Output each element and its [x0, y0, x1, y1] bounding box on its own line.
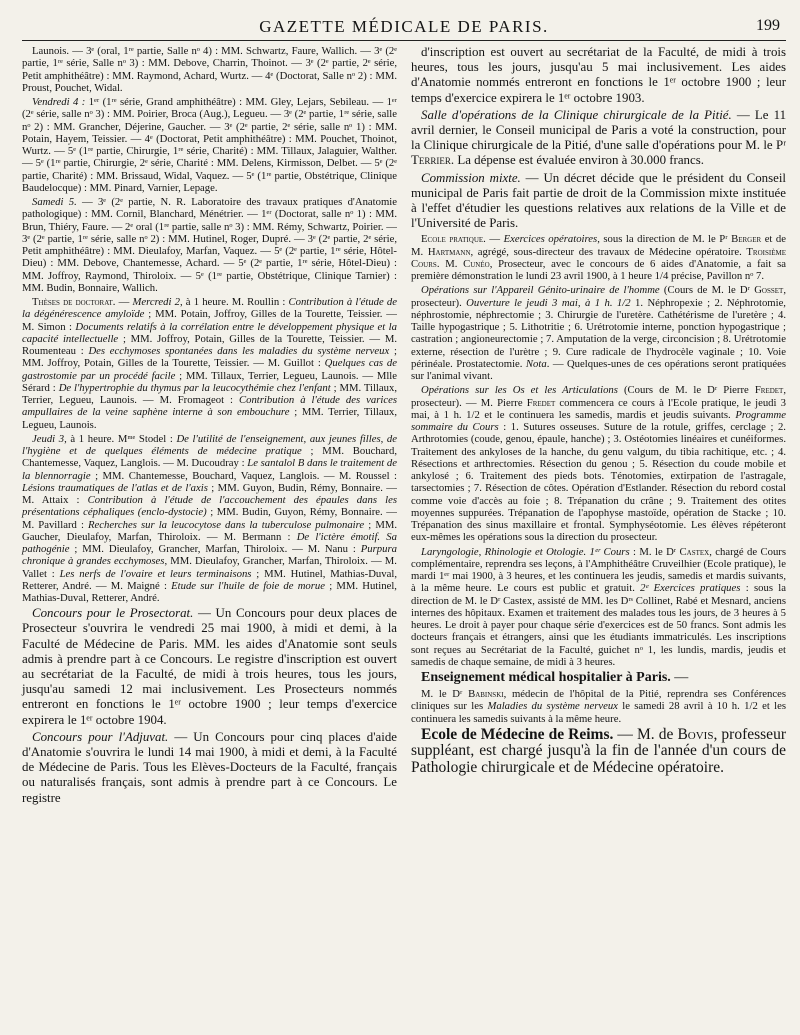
text-run: , MM. Dieulafoy, Grancher, Marfan, Thiroloix. — M. Vallet :: [22, 555, 397, 580]
paragraph: [411, 688, 786, 725]
text-run: Troisième Cours: [411, 245, 786, 270]
text-run: ; MM. Chantemesse, Bouchard, Vaquez, Langlois. — M. Roussel :: [90, 469, 397, 482]
text-run: Ouverture le jeudi 3 mai, à 1 h. 1/2: [466, 296, 631, 309]
text-run: — Un décret décide que le président du Conseil municipal de Paris fait partie de droit de la Commission mixte instituée à l'effet d'étudier les questions relatives aux relations de la Ville et de l'Université de Paris.: [411, 170, 786, 231]
text-run: Quelques cas de gastrostomie par un procédé facile: [22, 357, 398, 382]
text-run: Bovis: [677, 725, 714, 743]
text-run: De l'hypertrophie du thymus par la leucocythémie chez l'enfant: [58, 381, 331, 394]
text-run: Fredet: [754, 384, 784, 397]
text-run: Samedi 5.: [32, 196, 83, 208]
text-run: commencera ce cours à l'Ecole pratique, le jeudi 3 mai, à 1 h. 1/2 et le continuera les samedis, mardis et jeudis suivants.: [411, 396, 787, 421]
text-run: ; MM. Hutinel, Mathias-Duval, Retterer, André.: [22, 579, 397, 604]
text-run: — Un Concours pour deux places de Prosecteur s'ouvrira le vendredi 25 mai 1900, à midi et demi, à la Faculté de Médecine de Paris. MM. les aides d'Anatomie sont seuls admis à prendre part à ce Concours. Le registre d'inscription est ouvert au secrétariat de la Faculté, de midi à trois heures, tous les jours, jusqu'au samedi 12 mai inclusivement. Les Prosecteurs nommés entreront en fonctions le 1ᵉʳ octobre 1900 ; leur temps d'exercice expirera le 1ᵉʳ octobre 1904.: [22, 606, 398, 727]
text-run: Contribution à l'étude de l'accouchement des épaules dans les présentations céphaliques (enclo-dystocie): [22, 494, 397, 519]
text-run: — M. de: [613, 725, 678, 743]
text-run: ; MM. Guyon, Budin, Rémy, Bonnaire. — M. Attaix :: [22, 481, 397, 506]
text-run: Launois. — 3ᵉ (oral, 1ʳᵉ partie, Salle nᵒ 4) : MM. Schwartz, Faure, Wallich. — 3ᵉ (2ᵉ partie, 1ʳᵉ série, Salle nᵒ 3) : MM. Debove, Charrin, Thoinot. — 3ᵉ (2ᵉ partie, 2ᵉ série, Petit amphithéâtre) : MM. Raymond, Achard, Wurtz. — 4ᵉ (Doctorat, Salle nᵒ 2) : MM. Proust, Pouchet, Widal.: [22, 45, 397, 94]
text-run: , agrégé, sous-directeur des travaux de Médecine opératoire.: [470, 245, 747, 258]
text-run: Babinski: [468, 688, 504, 701]
text-run: Des ecchymoses spontanées dans les maladies du système nerveux: [88, 345, 390, 357]
text-run: , Prosecteur, avec le concours de 6 aides d'Anatomie, a fait sa première démonstration le lundi 23 avril 1900, à 1 heure 1/4 précise, Pavillon nᵒ 7.: [411, 257, 786, 283]
paragraph: [411, 284, 786, 382]
paragraph: [411, 233, 786, 282]
paragraph: [411, 108, 786, 169]
text-run: . La dépense est évaluée environ à 30.000 francs.: [450, 153, 704, 168]
text-run: , prosecteur).: [411, 284, 786, 309]
text-run: le samedi 28 avril à 10 h. 1/2 et les continuera les samedis suivants à la même heure.: [411, 700, 786, 725]
text-run: et de M.: [411, 233, 787, 258]
text-run: Maladies du système nerveux: [487, 700, 618, 713]
text-run: : M. le Dʳ: [629, 545, 680, 558]
page-number: 199: [756, 17, 780, 34]
text-run: Opérations sur les Os et les Articulations: [421, 384, 618, 397]
two-column-body: [22, 45, 786, 808]
text-run: : sous la direction de M. le Dʳ Castex, assisté de MM. les Dʳˢ Collinet, Rabé et Mesnard, anciens internes des hôpitaux. Examen et traitement des malades tous les jours, de 3 heures à 5 heures. Le droit à payer pour chaque série d'exercices est de 50 francs. Sont admis les docteurs français et étrangers, ainsi que les étudiants immatriculés. Les inscriptions sont reçues au Secrétariat de la Faculté, guichet nᵒ 1, les lundis, mardis, jeudis et samedis de chaque semaine, de midi à 3 heures.: [411, 582, 786, 668]
text-run: Recherches sur la leucocytose dans la tuberculose pulmonaire: [88, 518, 365, 531]
paragraph: [22, 196, 397, 294]
text-run: ; MM. Joffroy, Potain, Gilles de la Tourette, Teissier. — M. Guillot :: [22, 345, 397, 370]
paragraph: [22, 296, 397, 431]
text-run: Concours pour l'Adjuvat.: [32, 729, 175, 744]
text-run: ; MM. Bouchard, Chantemesse, Vaquez, Langlois. — M. Ducoudray :: [22, 445, 397, 470]
text-run: Fredet: [526, 396, 556, 409]
text-run: 1ᵉʳ (1ʳᵉ série, Grand amphithéâtre) : MM. Gley, Lejars, Sebileau. — 1ᵉʳ (2ᵉ série, salle nᵒ 3) : MM. Poirier, Broca (Aug.), Legueu. — 3ᵉ (2ᵉ partie, 1ʳᵉ série, salle nᵒ 2) : MM. Grancher, Déjerine, Gaucher. — 3ᵉ (2ᵉ partie, 2ᵉ série, salle nᵒ 1) : MM. Potain, Hayem, Teissier. — 4ᵉ (Doctorat, Petit amphithéâtre) : MM. Pouchet, Thoinot, Wurtz. — 5ᵉ (1ʳᵉ partie, Chirurgie, 1ʳᵉ série, Charité) : MM. Tillaux, Jalaguier, Walther. — 5ᵉ (1ʳᵉ partie, Chirurgie, 2ᵉ série, Charité : MM. Delens, Kirmisson, Delbet. — 5ᵉ (2ᵉ partie, Charité) : MM. Brissaud, Widal, Vaquez. — 5ᵉ (1ʳᵉ partie, Obstétrique, Clinique Baudelocque) : MM. Pinard, Varnier, Lepage.: [22, 96, 397, 194]
paragraph: [22, 730, 397, 806]
text-run: Thèses de doctorat.: [32, 296, 119, 308]
text-run: De l'ictère émotif. Sa pathogénie: [22, 530, 397, 555]
text-run: ; MM. Hutinel, Mathias-Duval, Retterer, André. — M. Maigné :: [22, 567, 397, 592]
text-run: Purpura chronique à grandes ecchymoses: [22, 543, 397, 568]
text-run: Etude sur l'huile de foie de morue: [171, 579, 326, 592]
text-run: Nota: [525, 357, 547, 370]
paragraph: [411, 45, 786, 106]
text-run: , chargé de Cours complémentaire, reprendra ses leçons, à l'Amphithéâtre Cruveilhier (Ecole pratique), le mardi 1ᵉʳ mai 1900, à 3 heures, et les continuera les jeudis, samedis et mardis suivants, à la même heure. Le cours est public et gratuit.: [411, 545, 787, 595]
text-run: —: [118, 296, 133, 308]
text-run: (Cours de M. le Dʳ Pierre: [617, 384, 755, 397]
text-run: —: [670, 670, 689, 686]
text-run: Mercredi 2: [132, 296, 180, 308]
text-run: . M.: [436, 257, 464, 270]
text-run: Jeudi 3: [32, 432, 65, 445]
text-run: . — Quelques-unes de ces opérations seront pratiquées sur l'animal vivant.: [411, 357, 786, 383]
paragraph: [22, 96, 397, 194]
page-header: [22, 14, 786, 41]
text-run: Exercices opératoires: [503, 233, 598, 246]
text-run: Ecole de Médecine de Reims.: [421, 725, 614, 743]
text-run: Programme sommaire du Cours: [411, 408, 786, 434]
right-column: [411, 45, 786, 808]
left-column: [22, 45, 397, 808]
text-run: De l'utilité de l'enseignement, aux jeunes filles, de l'hygiène et de quelques éléments de médecine pratique: [22, 432, 397, 457]
text-run: Terrier: [411, 153, 451, 168]
text-run: Les nerfs de l'ovaire et leurs terminaisons: [59, 567, 252, 580]
text-run: Salle d'opérations de la Clinique chirurgicale de la Pitié.: [421, 107, 737, 122]
text-run: , professeur suppléant, est chargé jusqu'à la fin de l'année d'un cours de Pathologie chirurgicale et de Médecine opératoire.: [411, 725, 786, 776]
text-run: ; MM. Dieulafoy, Grancher, Marfan, Thiroloix. — M. Nanu :: [69, 543, 361, 555]
text-run: —: [489, 233, 504, 246]
text-run: ; MM. Budin, Guyon, Rémy, Bonnaire. — M. Pavillard :: [22, 506, 397, 531]
text-run: ; MM. Potain, Joffroy, Gilles de la Tourette, Teissier. — M. Simon :: [22, 308, 397, 333]
text-run: Gosset: [754, 284, 784, 297]
text-run: — Un Concours pour cinq places d'aide d'Anatomie s'ouvrira le lundi 14 mai 1900, à midi et demi, à la Faculté de Médecine de Paris. Tous les Elèves-Docteurs de la Faculté, français ou naturalisés français, sont admis à prendre part à ce Concours. Le registre: [22, 729, 397, 805]
text-run: Contribution à l'étude des varices ampullaires de la veine saphène interne à son embouchure: [22, 394, 397, 419]
text-run: Hartmann: [427, 245, 471, 258]
text-run: Enseignement médical hospitalier à Paris.: [421, 670, 671, 686]
text-run: — 3ᵉ (2ᵉ partie, N. R. Laboratoire des travaux pratiques d'Anatomie pathologique) : MM. Cornil, Blanchard, Ménétrier. — 1ᵉʳ (Doctorat, salle nᵒ 1) : MM. Brun, Thiéry, Faure. — 2ᵉ oral (1ʳᵉ partie, salle nᵒ 3) : MM. Rémy, Schwartz, Poirier. — 3ᵉ (2ᵉ partie, 1ʳᵉ série, salle nᵒ 2) : MM. Hutinel, Roger, Dupré. — 3ᵉ (2ᵉ partie, 2ᵉ série, Petit amphithéâtre) : MM. Dieulafoy, Marfan, Vaquez. — 5ᵉ (2ᵉ partie, 1ʳᵉ série, Hôtel-Dieu) : MM. Debove, Chantemesse, Achard. — 5ᵉ (2ᵉ partie, 1ʳᵉ série, Hôtel-Dieu) : MM. Joffroy, Raymond, Thiroloix. — 5ᵉ (1ʳᵉ partie, Obstétrique, Clinique Tarnier) : MM. Budin, Bonnaire, Wallich.: [22, 196, 397, 294]
text-run: , sous la direction de M. le Pʳ: [597, 233, 732, 246]
text-run: d'inscription est ouvert au secrétariat de la Faculté, de midi à trois heures, tous les jours, jusqu'au 5 mai inclusivement. Les aides d'Anatomie nommés entreront en fonctions le 1ᵉʳ octobre 1900 ; leur temps d'exercice expirera le 1ᵉʳ octobre 1903.: [411, 45, 786, 105]
text-run: 1. Néphropexie ; 2. Néphrotomie, néphrostomie, néphrectomie ; 3. Chirurgie de l'uretère. Cathétérisme de l'uretère ; 4. Taille hypogastrique ; 5. Lithotritie ; 6. Urétrotomie interne, ponction hypogastrique ; castration ; angioneurectomie ; 7. Amputation de la verge, circoncision ; 8. Urétrotomie externe, résection de l'urètre ; 9. Cure radicale de l'hydrocèle vaginale ; 10. Voie périnéale. Prostatectomie.: [411, 296, 786, 370]
text-run: ; MM. Tillaux, Terrier, Legueu, Launois. — Mlle Sérard :: [22, 369, 398, 394]
text-run: 2ᵉ Exercices pratiques: [640, 582, 741, 595]
text-run: Ecole pratique.: [421, 233, 490, 246]
paragraph: [22, 433, 397, 605]
paragraph: [411, 670, 786, 686]
text-run: Opérations sur l'Appareil Génito-urinaire de l'homme: [421, 284, 660, 297]
paragraph: [411, 546, 786, 669]
text-run: (Cours de M. le Dʳ: [659, 284, 755, 297]
text-run: Castex: [679, 545, 710, 558]
text-run: Berger: [731, 233, 762, 246]
text-run: ; MM. Tillaux, Terrier, Legueu, Launois. — M. Fromageot :: [22, 381, 398, 406]
text-run: ; MM. Gaucher, Dieulafoy, Marfan, Thiroloix. — M. Bermann :: [22, 518, 397, 543]
text-run: Concours pour le Prosectorat.: [32, 606, 198, 621]
journal-title: GAZETTE MÉDICALE DE PARIS.: [259, 17, 549, 36]
text-run: , médecin de l'hôpital de la Pitié, reprendra ses Conférences cliniques sur les: [411, 688, 786, 713]
text-run: M. le Dʳ: [421, 688, 469, 701]
paragraph: [411, 384, 786, 543]
paragraph: [22, 606, 397, 728]
paragraph: [22, 45, 397, 94]
text-run: : 1. Sutures osseuses. Suture de la rotule, griffes, cerclage ; 2. Arthrotomies (coude, genou, épaule, hanche) ; 3. Ostéotomies linéaires et cunéiformes. Traitement des ankyloses de la hanche, du genu valgum, du tibia rachitique, etc. ; 4. Résections et arthrectomies. Résection du genou ; 5. Résection du coude mobile et ankylosé ; 6. Traitement des pieds bots. Ténotomies, extirpation de l'astragale, tarsectomies ; 7. Résection de côtes. Opération d'Estlander. Résection du rebord costal comme voie d'accès au foie ; 8. Trépanation du crâne ; 9. Traitement des otites moyennes suppurées. Trépanation de l'apophyse mastoïde, opération de Stacke ; 10. Trépanation des sinus maxillaire et frontal. Symphyséotomie. Les élèves répéteront eux-mêmes les opérations sous la direction du prosecteur.: [411, 421, 786, 544]
text-run: Contribution à l'étude de la dégénérescence amyloïde: [22, 296, 398, 321]
text-run: Laryngologie, Rhinologie et Otologie. 1ᵉʳ Cours: [421, 545, 630, 558]
text-run: , prosecteur). — M. Pierre: [411, 384, 786, 409]
text-run: Le santalol B dans le traitement de la blennorragie: [22, 457, 397, 482]
text-run: Commission mixte.: [421, 170, 526, 185]
text-run: Vendredi 4 :: [32, 96, 89, 108]
paragraph: [411, 727, 786, 777]
text-run: — Le 11 avril dernier, le Conseil municipal de Paris a voté la construction, pour la Clinique chirurgicale de la Pitié, d'une salle d'opérations pour M. le Pʳ: [411, 107, 787, 153]
text-run: ; MM. Terrier, Tillaux, Legueu, Launois.: [22, 406, 397, 431]
text-run: Documents relatifs à la corrélation entre le développement physique et la capacité intellectuelle: [22, 320, 397, 345]
text-run: , à 1 heure. Mᵐᵉ Stodel :: [64, 432, 177, 445]
text-run: Cunéo: [463, 257, 490, 270]
paragraph: [411, 171, 786, 232]
text-run: ; MM. Joffroy, Potain, Gilles de la Tourette, Teissier. — M. Roumenteau :: [22, 332, 397, 357]
text-run: Lésions traumatiques de l'atlas et de l'axis: [22, 481, 208, 494]
text-run: , à 1 heure. M. Roullin :: [179, 296, 289, 308]
